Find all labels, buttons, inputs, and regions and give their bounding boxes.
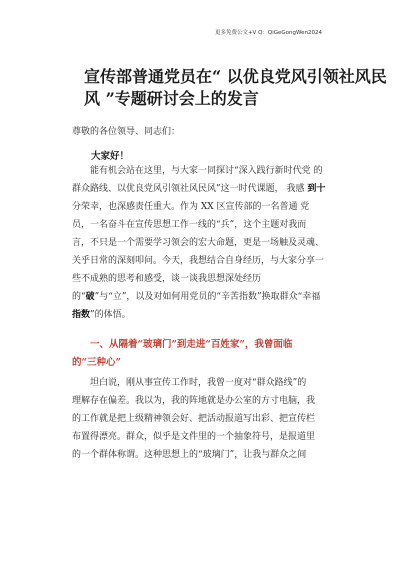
heading-line: 的“三种心” bbox=[72, 357, 121, 368]
text-line: 分荣幸，也深感责任重大。作为 XX 区宣传部的一名普通 党 bbox=[72, 202, 310, 212]
section-heading-1 bbox=[72, 336, 352, 372]
text-line: 关乎日常的深刻叩问。今天，我想结合自身经历，与大家分享一 bbox=[72, 256, 325, 266]
text-span: 的“ bbox=[72, 292, 86, 302]
emphasis-text: 指数 bbox=[72, 310, 91, 320]
text-span: 群众路线、以优良党风引领社风民风”这一时代课题， 我感 bbox=[72, 184, 308, 194]
text-line: 布置得漂亮。群众，似乎是文件里的一个抽象符号，是报道里 bbox=[72, 432, 316, 442]
text-span: ”的体悟。 bbox=[90, 310, 131, 320]
paragraph-intro bbox=[72, 162, 344, 324]
text-line: 能有机会站在这里，与大家一同探讨“深入践行新时代党 的 bbox=[90, 166, 323, 176]
text-line bbox=[72, 180, 344, 198]
heading-line: 一、从隔着“玻璃门”到走进“百姓家”，我曾面临 bbox=[90, 339, 293, 350]
header-note: 更多免费公文+V Q：QiGeGongWen2024 bbox=[214, 30, 322, 36]
salute: 大家好！ bbox=[91, 151, 130, 162]
document-title bbox=[84, 66, 387, 110]
text-line: 员，一名奋斗在宣传思想工作一线的“兵”，这个主题对我而 bbox=[72, 220, 307, 230]
title-line-1: 宣传部普通党员在“ 以优良党风引领社风民 bbox=[84, 67, 387, 86]
paragraph-body bbox=[72, 374, 344, 464]
text-line: 理解存在偏差。我以为，我的阵地就是办公室的方寸电脑，我 bbox=[72, 396, 316, 406]
emphasis-text: 到十 bbox=[307, 184, 326, 194]
greeting: 尊敬的各位领导、同志们： bbox=[72, 127, 181, 137]
text-line: 坦白说，刚从事宣传工作时，我曾一度对“群众路线”的 bbox=[90, 378, 307, 388]
text-line bbox=[72, 306, 344, 324]
text-line: 些不成熟的思考和感受，谈一谈我思想深处经历 bbox=[72, 274, 262, 284]
text-line: 的一个群体称谓。这种思想上的“玻璃门”，让我与群众之间 bbox=[72, 450, 307, 460]
text-line: 的工作就是把上级精神领会好、把活动报道写出彩、把宣传栏 bbox=[72, 414, 316, 424]
text-line bbox=[72, 288, 344, 306]
text-span: ”与“立”，以及对如何用党员的“辛苦指数”换取群众“幸福 bbox=[94, 292, 321, 302]
title-line-2: 风 ”专题研讨会上的发言 bbox=[84, 89, 259, 108]
text-line: 言，不只是一个需要学习领会的宏大命题，更是一场触及灵魂、 bbox=[72, 238, 325, 248]
emphasis-text: 破 bbox=[85, 292, 95, 302]
